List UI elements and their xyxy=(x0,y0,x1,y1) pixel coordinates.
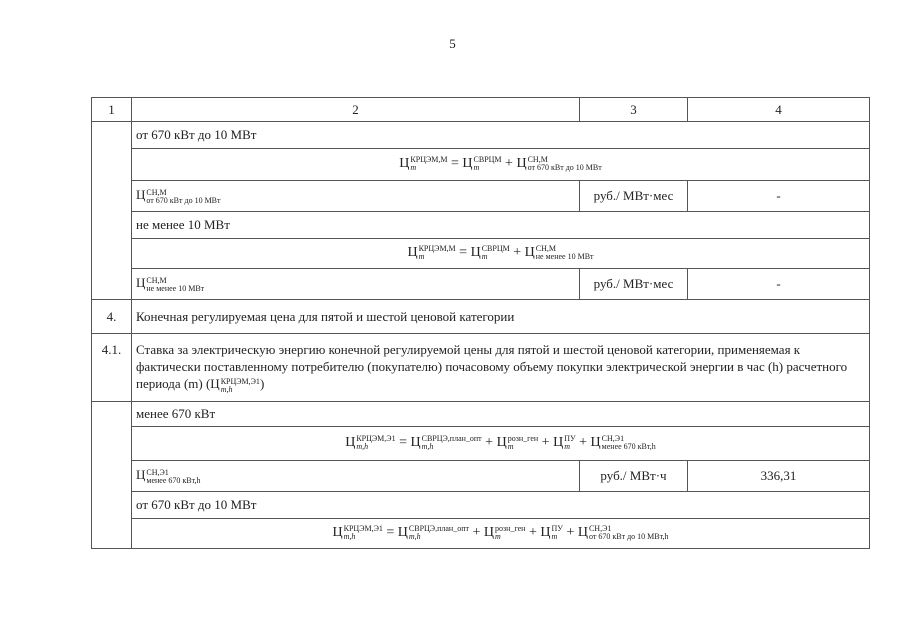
section-number: 4.1. xyxy=(92,334,132,402)
page-number: 5 xyxy=(449,36,456,51)
tariff-table xyxy=(91,97,870,549)
formula-row xyxy=(92,239,870,269)
table-row xyxy=(92,269,870,300)
rate-symbol-cell: Ц СН,М не менее 10 МВт xyxy=(132,269,580,300)
rate-symbol-cell: Ц СН,М от 670 кВт до 10 МВт xyxy=(132,181,580,212)
table-row xyxy=(92,212,870,239)
empty-num-cell xyxy=(92,402,132,549)
section-title: Конечная регулируемая цена для пятой и шестой ценовой категории xyxy=(132,300,870,334)
formula-row xyxy=(92,519,870,549)
section-row xyxy=(92,300,870,334)
header-col-1: 1 xyxy=(92,98,132,122)
empty-num-cell xyxy=(92,122,132,300)
range-label: не менее 10 МВт xyxy=(132,212,870,239)
header-col-4: 4 xyxy=(688,98,870,122)
table-row xyxy=(92,122,870,149)
table-row xyxy=(92,492,870,519)
range-label: от 670 кВт до 10 МВт xyxy=(132,122,870,149)
range-label: менее 670 кВт xyxy=(132,402,870,427)
section-row xyxy=(92,334,870,402)
value-cell: - xyxy=(688,269,870,300)
section-number: 4. xyxy=(92,300,132,334)
section-description: Ставка за электрическую энергию конечной регулируемой цены для пятой и шестой ценовой категории, применяемая к фактически поставленному потребителю (покупателю) почасовому объему покупки электрической энергии в час (h) расчетного периода (m) (Ц КРЦЭМ,Э1 m,h ) xyxy=(132,334,870,402)
formula-3: Ц КРЦЭМ,Э1 m,h = Ц СВРЦЭ,план_опт m,h + Ц розн_ген m + Ц ПУ m + Ц СН,Э1 менее 670 кВт,h xyxy=(132,427,870,461)
header-row xyxy=(92,98,870,122)
formula-row xyxy=(92,427,870,461)
formula-row xyxy=(92,149,870,181)
value-cell: 336,31 xyxy=(688,461,870,492)
range-label: от 670 кВт до 10 МВт xyxy=(132,492,870,519)
table-row xyxy=(92,181,870,212)
table-row xyxy=(92,402,870,427)
table-row xyxy=(92,461,870,492)
rate-symbol-cell: Ц СН,Э1 менее 670 кВт,h xyxy=(132,461,580,492)
formula-1: Ц КРЦЭМ,М m = Ц СВРЦМ m + Ц СН,М от 670 кВт до 10 МВт xyxy=(132,149,870,181)
unit-cell: руб./ МВт·мес xyxy=(580,269,688,300)
formula-4: Ц КРЦЭМ,Э1 m,h = Ц СВРЦЭ,план_опт m,h + Ц розн_ген m + Ц ПУ m + Ц СН,Э1 от 670 кВт до 10 МВт,h xyxy=(132,519,870,549)
unit-cell: руб./ МВт·ч xyxy=(580,461,688,492)
unit-cell: руб./ МВт·мес xyxy=(580,181,688,212)
formula-2: Ц КРЦЭМ,М m = Ц СВРЦМ m + Ц СН,М не менее 10 МВт xyxy=(132,239,870,269)
value-cell: - xyxy=(688,181,870,212)
header-col-2: 2 xyxy=(132,98,580,122)
header-col-3: 3 xyxy=(580,98,688,122)
